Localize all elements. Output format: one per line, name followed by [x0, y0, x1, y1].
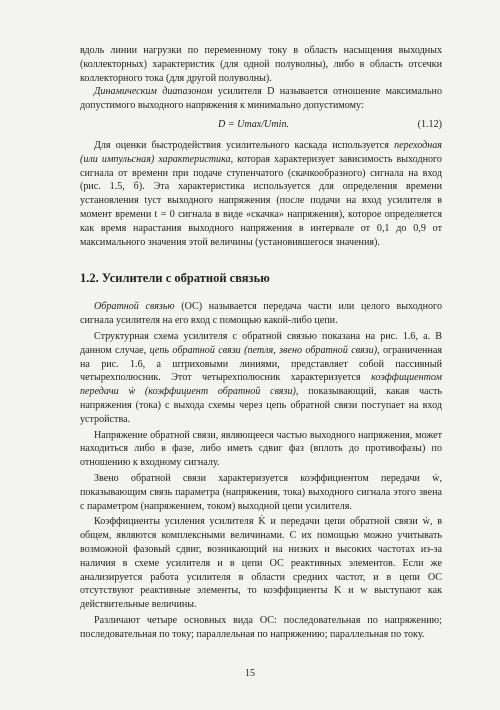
paragraph-feedback-voltage: Напряжение обратной связи, являющееся частью выходного напряжения, может находиться либо в фазе, либо иметь сдвиг фаз (вплоть до противофазы) по отношению к входному сигналу. — [80, 429, 442, 469]
paragraph-continuation: вдоль линии нагрузки по переменному току в область насыщения выходных (коллекторных) характеристик (для одной полуволны), либо в область отсечки коллекторного тока (для другой полуволны). — [80, 45, 442, 84]
paragraph-structure: Структурная схема усилителя с обратной связью показана на рис. 1.6, а. В данном случае, цепь обратной связи (петля, звено обратной связи), ограниченная на рис. 1.6, а штриховыми линиями, представляет собой пассивный четырехполюсник. Этот четырехполюсник характеризуется коэффициентом передачи ẇ (коэффициент обратной связи), показывающий, какая часть напряжения (тока) с выхода схемы через цепь обратной связи поступает на вход устройства. — [80, 330, 443, 425]
term-dynamic-range: Динамическим диапазоном — [94, 86, 213, 98]
term-feedback-circuit: цепь обратной связи (петля, звено обратной связи) — [149, 344, 378, 356]
paragraph-transient-response: Для оценки быстродействия усилительного каскада используется переходная (или импульсная) характеристика, которая характеризует зависимость выходного сигнала от времени при подаче ступенчатого (скачкообразного) сигнала на вход (рис. 1.5, б). Эта характеристика используется для определения времени установления tуст выходного напряжения (после подачи на вход усилителя в момент времени t = 0 сигнала в виде «скачка» напряжения), которое определяется как время нарастания выходного напряжения в интервале от 0,1 до 0,9 от максимального значения этой величины (установившегося значения). — [80, 139, 442, 248]
term-feedback: Обратной связью — [94, 301, 175, 313]
section-heading: 1.2. Усилители с обратной связью — [80, 271, 270, 286]
formula-expression: D = Umax/Umin. — [218, 118, 290, 130]
paragraph-dynamic-range: Динамическим диапазоном усилителя D называется отношение максимально допустимого выходного напряжения к минимально допустимому: — [80, 86, 442, 112]
term-transfer-coefficient: коэффициентом передачи ẇ (коэффициент обратной связи) — [80, 372, 442, 398]
paragraph-complex-coefficients: Коэффициенты усиления усилителя K̇ и передачи цепи обратной связи ẇ, в общем, являются комплексными величинами. С их помощью можно учитывать возможной фазовый сдвиг, возникающий на низких и высоких частотах из-за наличия в схеме усилителя и в цепи ОС реактивных элементов. Если же анализируется работа усилителя в области средних частот, и в цепи ОС отсутствуют реактивные элементы, то коэффициенты K и w выступают как действительные величины. — [80, 516, 442, 611]
paragraph-feedback-types: Различают четыре основных вида ОС: последовательная по напряжению; последовательная по току; параллельная по напряжению; параллельная по току. — [80, 614, 442, 640]
paragraph-feedback-link: Звено обратной связи характеризуется коэффициентом передачи ẇ, показывающим связь параметра (напряжения, тока) выходного сигнала этого звена с параметром (напряжением, током) выходной цепи усилителя. — [80, 472, 442, 512]
formula-1-12 — [80, 118, 442, 132]
term-transient-response: переходная (или импульсная) характеристика — [80, 139, 442, 165]
paragraph-feedback-definition: Обратной связью (ОС) называется передача части или целого выходного сигнала усилителя на его вход с помощью какой-либо цепи. — [80, 301, 442, 327]
page-number: 15 — [245, 668, 255, 679]
formula-number: (1.12) — [417, 118, 442, 130]
